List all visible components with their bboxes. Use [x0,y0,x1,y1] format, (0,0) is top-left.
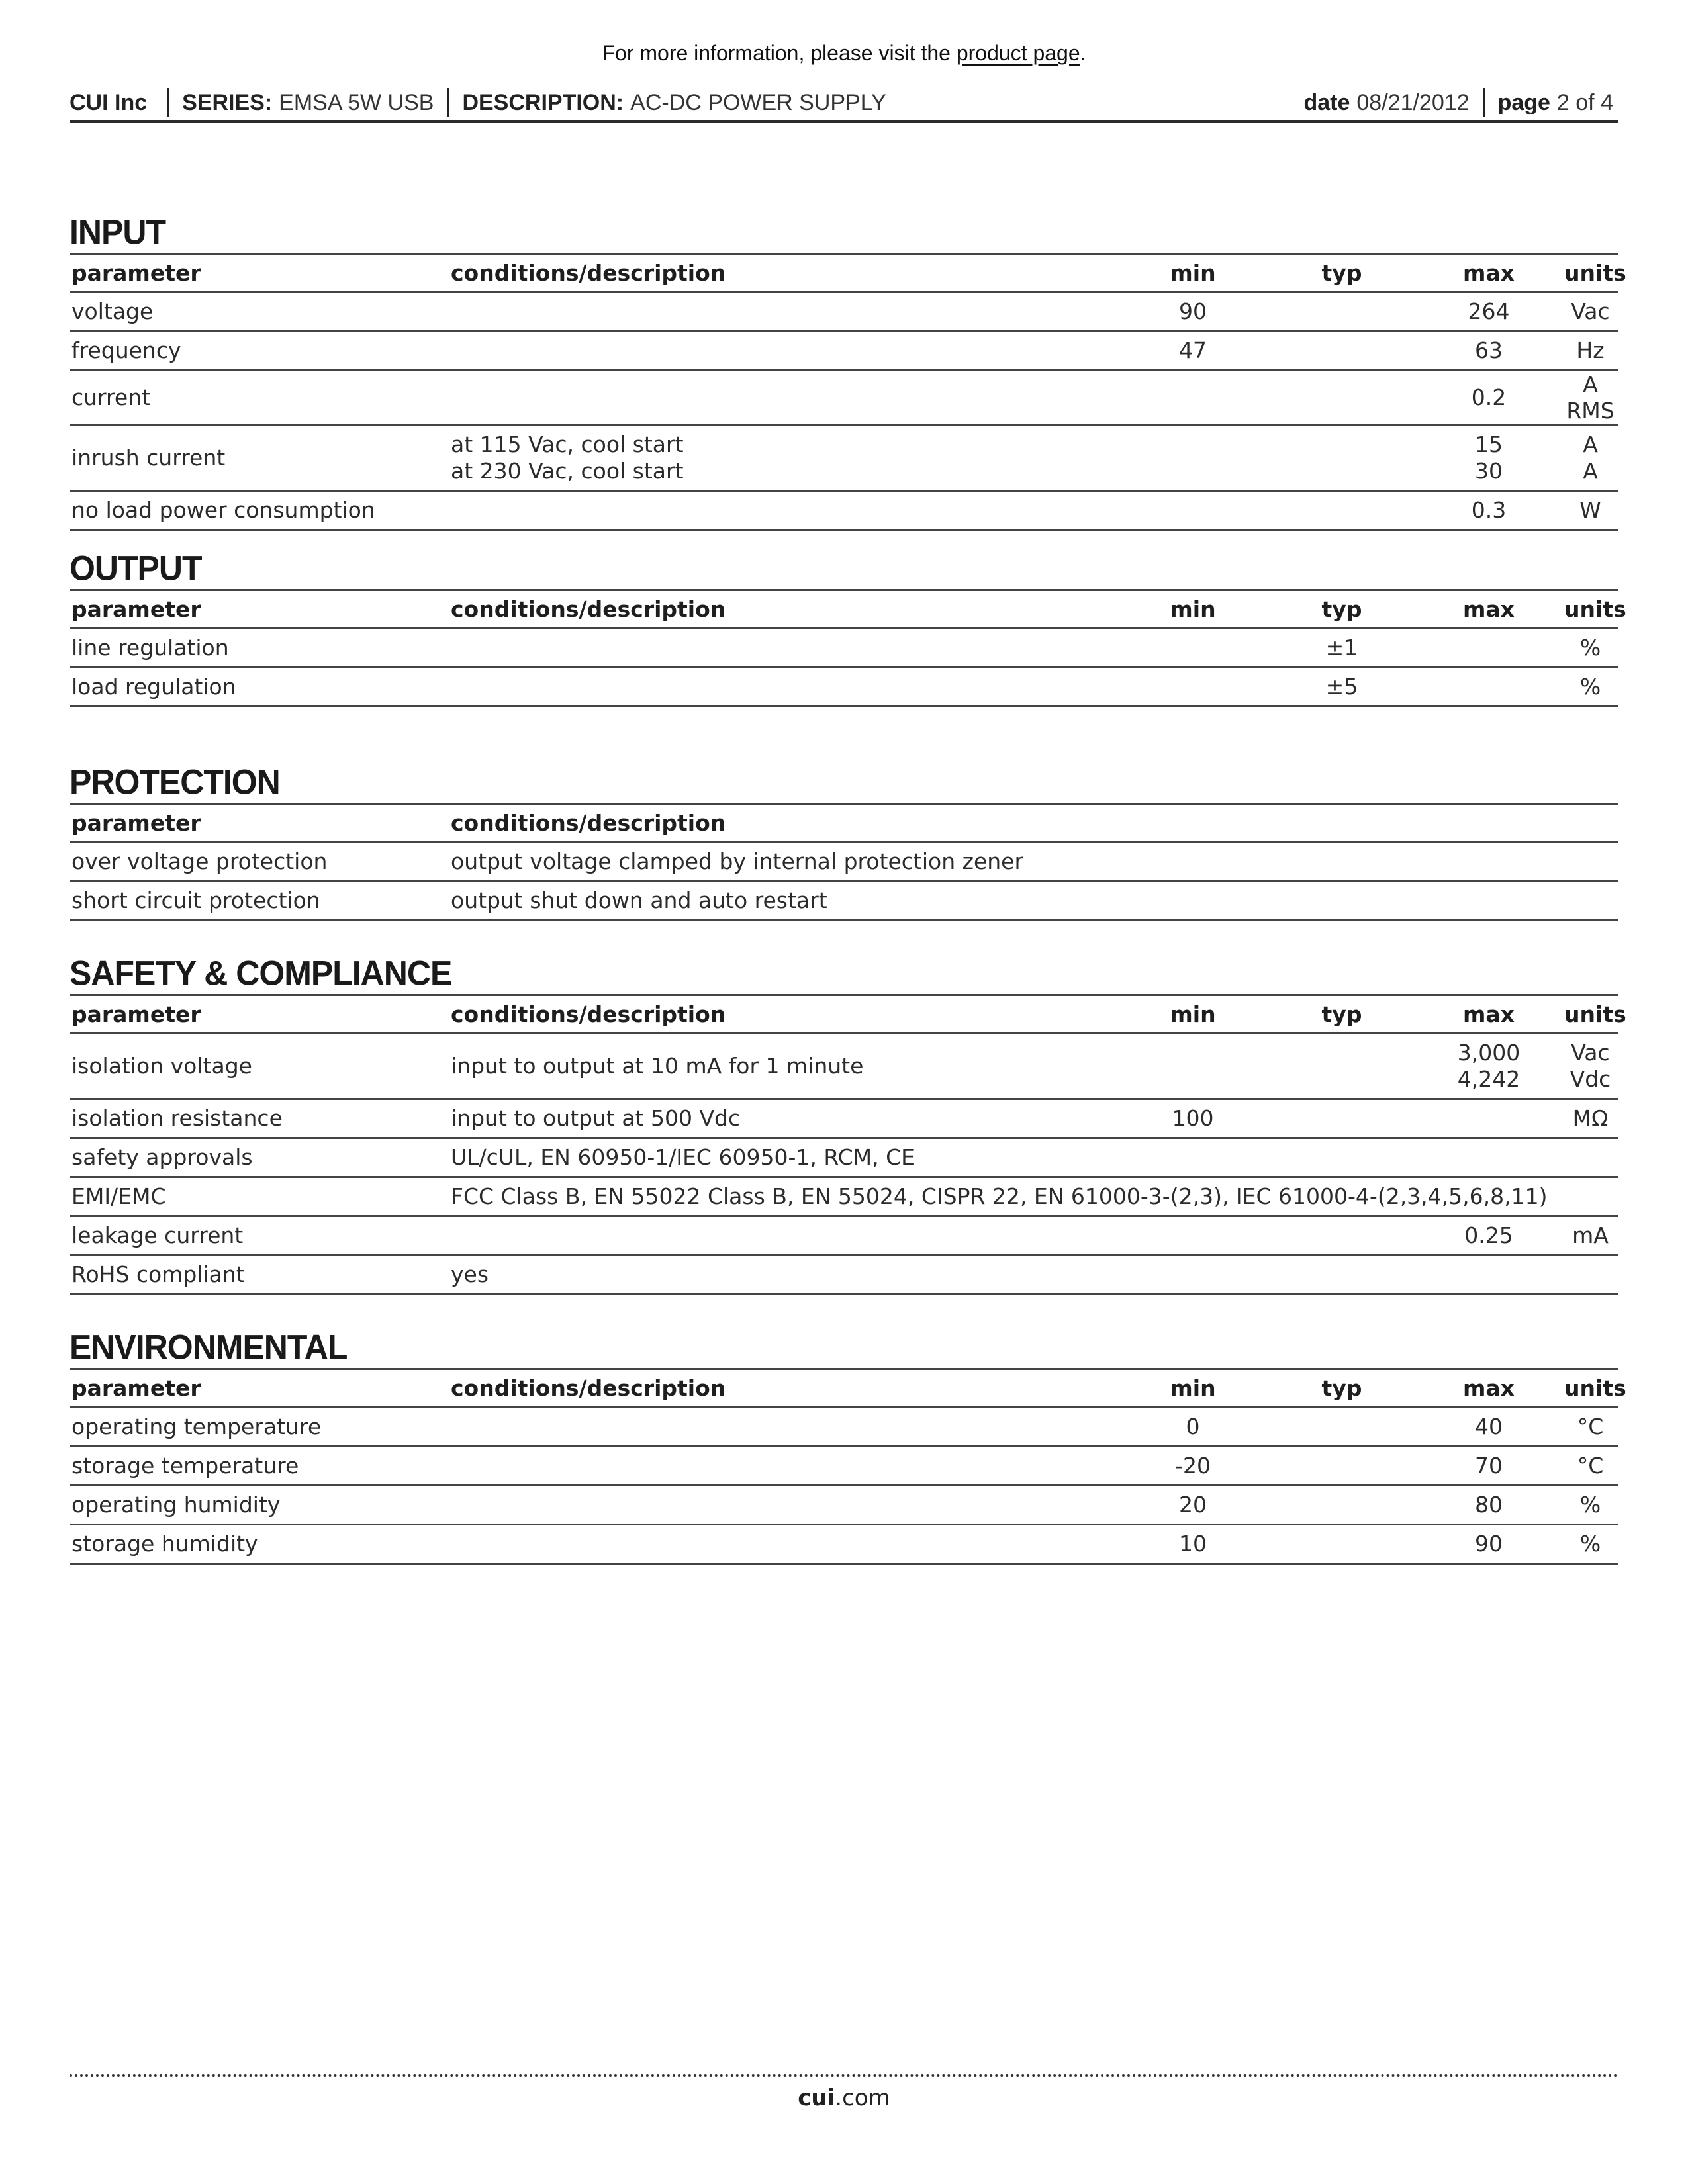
section-title-output: OUTPUT [70,549,202,588]
footer [0,2085,1688,2111]
cell-min [1117,629,1268,668]
cell-max-line: 15 [1475,432,1503,457]
cell-max [1415,629,1562,668]
table-row [70,1525,1618,1564]
input-section [70,212,1626,531]
description-label: DESCRIPTION: [462,89,624,115]
output-table [70,589,1626,707]
cell-parameter: operating temperature [70,1408,449,1447]
cell-conditions [449,1447,1117,1486]
col-parameter: parameter [70,590,449,629]
table-row [70,1255,1618,1295]
header-divider [167,88,169,117]
cell-conditions [449,1525,1117,1564]
cell-max-line: 3,000 [1457,1040,1521,1066]
cell-parameter: inrush current [70,426,449,491]
col-parameter: parameter [70,1369,449,1408]
col-typ: typ [1268,590,1415,629]
col-units: units [1562,590,1618,629]
top-notice-period: . [1080,41,1086,65]
section-title-protection: PROTECTION [70,762,280,801]
footer-divider [70,2074,1618,2077]
series-label: SERIES: [182,89,273,115]
col-max: max [1415,254,1562,293]
col-parameter: parameter [70,804,449,842]
cell-max-line: 4,242 [1457,1066,1521,1092]
section-title-safety: SAFETY & COMPLIANCE [70,954,452,993]
input-table [70,253,1626,531]
col-max: max [1415,1369,1562,1408]
cell-conditions: input to output at 500 Vdc [449,1099,1117,1138]
table-row [70,1447,1618,1486]
table-row [70,629,1618,668]
cell-min: -20 [1117,1447,1268,1486]
col-typ: typ [1268,1369,1415,1408]
table-row [70,1099,1618,1138]
col-min: min [1117,254,1268,293]
cell-parameter: line regulation [70,629,449,668]
section-title-environmental: ENVIRONMENTAL [70,1328,348,1367]
cell-units: Vac [1562,293,1618,332]
cell-conditions [449,293,1117,332]
cell-parameter: over voltage protection [70,842,449,882]
cell-conditions: yes [449,1255,1618,1295]
col-conditions: conditions/description [449,590,1117,629]
cell-max: 0.3 [1415,491,1562,530]
cell-parameter: operating humidity [70,1486,449,1525]
cell-typ [1268,426,1415,491]
protection-table [70,803,1618,921]
cell-units: Hz [1562,332,1618,371]
cell-units: MΩ [1562,1099,1618,1138]
cell-parameter: voltage [70,293,449,332]
product-page-link[interactable]: product page [956,41,1080,65]
cell-conditions [449,491,1117,530]
page-label: page [1497,89,1550,115]
cell-units [1562,1034,1618,1099]
output-section [70,549,1626,707]
cell-min: 20 [1117,1486,1268,1525]
cell-max: 90 [1415,1525,1562,1564]
cell-conditions [449,426,1117,491]
cell-conditions [449,1486,1117,1525]
cell-conditions [449,1216,1117,1255]
cell-units: % [1562,629,1618,668]
cell-min: 47 [1117,332,1268,371]
cell-max: 264 [1415,293,1562,332]
cell-units: °C [1562,1408,1618,1447]
cell-units: W [1562,491,1618,530]
cell-parameter: frequency [70,332,449,371]
cell-parameter: short circuit protection [70,882,449,921]
cell-typ [1268,371,1415,426]
cell-typ [1268,1486,1415,1525]
section-title-input: INPUT [70,212,165,251]
series-value: EMSA 5W USB [279,89,434,115]
table-row [70,1034,1618,1099]
safety-table [70,994,1626,1295]
table-row [70,491,1618,530]
cell-max [1415,1099,1562,1138]
col-max: max [1415,995,1562,1034]
table-header-row [70,590,1618,629]
cell-conditions-line: at 230 Vac, cool start [451,458,684,484]
cell-min: 0 [1117,1408,1268,1447]
cell-max [1415,668,1562,707]
cell-typ [1268,293,1415,332]
cell-units: mA [1562,1216,1618,1255]
protection-section [70,763,1618,921]
col-conditions: conditions/description [449,995,1117,1034]
col-max: max [1415,590,1562,629]
cell-max-line: 30 [1475,458,1503,484]
top-notice-text: For more information, please visit the [602,41,957,65]
cell-parameter: isolation resistance [70,1099,449,1138]
cell-units-line: A [1583,458,1598,484]
cell-conditions: input to output at 10 mA for 1 minute [449,1034,1117,1099]
cell-parameter: load regulation [70,668,449,707]
table-row [70,1177,1618,1216]
cell-units [1562,426,1618,491]
cell-typ [1268,1447,1415,1486]
date-value: 08/21/2012 [1356,89,1470,115]
cell-parameter: no load power consumption [70,491,449,530]
safety-section [70,954,1626,1295]
col-conditions: conditions/description [449,804,1618,842]
table-row [70,332,1618,371]
cell-min: 100 [1117,1099,1268,1138]
col-min: min [1117,995,1268,1034]
table-row [70,1486,1618,1525]
table-row [70,1408,1618,1447]
cell-conditions: output voltage clamped by internal protection zener [449,842,1618,882]
company-name: CUI Inc [70,89,148,115]
cell-conditions [449,332,1117,371]
cell-conditions-line: at 115 Vac, cool start [451,432,684,457]
cell-min: 90 [1117,293,1268,332]
environmental-table [70,1368,1626,1565]
cell-units-line: A [1583,432,1598,457]
header-divider [447,88,449,117]
cell-parameter: storage temperature [70,1447,449,1486]
table-header-row [70,804,1618,842]
cell-min [1117,668,1268,707]
cell-min [1117,1034,1268,1099]
page-value: 2 of 4 [1556,89,1613,115]
cell-typ [1268,1034,1415,1099]
top-notice [0,41,1688,66]
cell-typ: ±1 [1268,629,1415,668]
cell-typ [1268,1216,1415,1255]
table-row [70,1138,1618,1177]
cell-parameter: EMI/EMC [70,1177,449,1216]
cell-units: °C [1562,1447,1618,1486]
cell-units: % [1562,1486,1618,1525]
cell-typ: ±5 [1268,668,1415,707]
cell-conditions [449,1408,1117,1447]
cell-typ [1268,1525,1415,1564]
col-units: units [1562,1369,1618,1408]
cell-max: 80 [1415,1486,1562,1525]
col-min: min [1117,1369,1268,1408]
cell-units: % [1562,668,1618,707]
cell-typ [1268,1099,1415,1138]
cell-conditions [449,371,1117,426]
cell-typ [1268,491,1415,530]
col-min: min [1117,590,1268,629]
cell-min: 10 [1117,1525,1268,1564]
col-units: units [1562,254,1618,293]
table-row [70,371,1618,426]
col-conditions: conditions/description [449,1369,1117,1408]
table-row [70,293,1618,332]
cell-max: 0.25 [1415,1216,1562,1255]
cell-parameter: current [70,371,449,426]
header-divider [1483,88,1485,117]
cell-min [1117,1216,1268,1255]
col-typ: typ [1268,254,1415,293]
cell-max [1415,1034,1562,1099]
cell-typ [1268,1408,1415,1447]
cell-parameter: storage humidity [70,1525,449,1564]
table-header-row [70,995,1618,1034]
environmental-section [70,1328,1626,1565]
cell-parameter: RoHS compliant [70,1255,449,1295]
table-header-row [70,1369,1618,1408]
table-row [70,1216,1618,1255]
cell-max: 70 [1415,1447,1562,1486]
cell-min [1117,371,1268,426]
footer-domain[interactable]: .com [835,2085,890,2111]
col-units: units [1562,995,1618,1034]
table-row [70,882,1618,921]
cell-units: % [1562,1525,1618,1564]
cell-max [1415,426,1562,491]
table-header-row [70,254,1618,293]
cell-parameter: isolation voltage [70,1034,449,1099]
cell-typ [1268,332,1415,371]
footer-brand[interactable]: cui [798,2085,835,2111]
cell-conditions: UL/cUL, EN 60950-1/IEC 60950-1, RCM, CE [449,1138,1618,1177]
cell-conditions: output shut down and auto restart [449,882,1618,921]
description-value: AC-DC POWER SUPPLY [630,89,886,115]
cell-max: 0.2 [1415,371,1562,426]
col-typ: typ [1268,995,1415,1034]
col-conditions: conditions/description [449,254,1117,293]
cell-parameter: safety approvals [70,1138,449,1177]
cell-units-line: Vac [1571,1040,1610,1066]
cell-conditions [449,629,1117,668]
cell-units-line: Vdc [1570,1066,1611,1092]
date-label: date [1303,89,1350,115]
table-row [70,842,1618,882]
cell-parameter: leakage current [70,1216,449,1255]
table-row [70,668,1618,707]
col-parameter: parameter [70,995,449,1034]
col-parameter: parameter [70,254,449,293]
cell-conditions: FCC Class B, EN 55022 Class B, EN 55024, CISPR 22, EN 61000-3-(2,3), IEC 61000-4-(2,3,4,5,6,8,11) [449,1177,1618,1216]
cell-min [1117,491,1268,530]
cell-max: 40 [1415,1408,1562,1447]
document-header [70,86,1618,123]
cell-max: 63 [1415,332,1562,371]
cell-conditions [449,668,1117,707]
table-row [70,426,1618,491]
cell-units: A RMS [1562,371,1618,426]
cell-min [1117,426,1268,491]
